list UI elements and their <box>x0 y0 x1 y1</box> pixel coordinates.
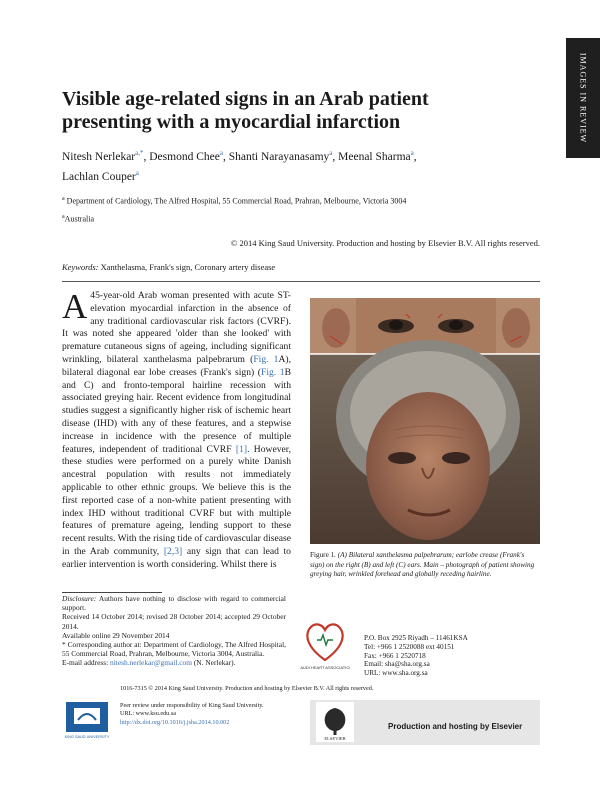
reference-link[interactable]: [1] <box>235 443 248 455</box>
footnotes: Disclosure: Authors have nothing to disclose with regard to commercial support. Received 14 October 2014; revised 28 October 2014; accepted 29 October 2014. Available online 29 November 2014 * Corresponding author at: Department of Cardiology, The Alfred Hospital, 55 Commercial Road, Prahran, Melbourne, Victoria 3004, Australia. E-mail address: nitesh.nerlekar@gmail.com (N. Nerlekar). <box>62 594 286 668</box>
publisher-text: Production and hosting by Elsevier <box>388 722 523 731</box>
figure-1-photo <box>310 298 540 544</box>
keywords <box>62 262 275 272</box>
section-tab-label: IMAGES IN REVIEW <box>578 52 588 144</box>
figure-link[interactable]: Fig. 1 <box>260 366 285 378</box>
author-affil-mark: a <box>329 149 333 157</box>
drop-cap: A <box>62 287 88 326</box>
keywords-label: Keywords: <box>62 262 99 272</box>
issn-line: 1016-7315 © 2014 King Saud University. Production and hosting by Elsevier B.V. All rights reserved. <box>120 685 374 692</box>
article-title: Visible age-related signs in an Arab patient presenting with a myocardial infarction <box>62 88 429 133</box>
ksu-logo <box>62 700 112 740</box>
copyright-line: © 2014 King Saud University. Production and hosting by Elsevier B.V. All rights reserved. <box>230 238 540 248</box>
author-name: Lachlan Couper <box>62 170 136 183</box>
elsevier-logo <box>316 702 354 742</box>
author-list: Nitesh Nerlekar$^{a,*}$, Desmond Chee$^a$, Shanti Narayanasamy$^a$, Meenal Sharma$^a$, Lachlan Couper$^a$ <box>62 149 417 183</box>
university-logo-icon <box>62 700 112 740</box>
reference-link[interactable]: [2,3] <box>163 545 183 557</box>
keywords-list: Xanthelasma, Frank's sign, Coronary artery disease <box>100 262 276 272</box>
ksu-logo-text: KING SAUD UNIVERSITY <box>64 735 110 739</box>
doi-link[interactable]: http://dx.doi.org/10.1016/j.jsha.2014.10.002 <box>120 718 230 726</box>
divider <box>62 281 540 282</box>
author-name: Shanti Narayanasamy <box>228 150 330 163</box>
bottom-info: Peer review under responsibility of King Saud University. URL: www.ksu.edu.sa http://dx.doi.org/10.1016/j.jsha.2014.10.002 <box>120 702 264 726</box>
elsevier-logo-text: ELSEVIER <box>324 736 346 741</box>
figure-caption: Figure 1. (A) Bilateral xanthelasma palpebrarum; earlobe crease (Frank's sign) on the right (B) and left (C) ears. Main – photograph of patient showing greying hair, wrinkled forehead and globally receding hairline. <box>310 551 535 578</box>
author-affil-mark: a <box>219 149 223 157</box>
heart-logo-icon <box>300 612 350 672</box>
author-affil-mark: a <box>410 149 414 157</box>
author-affil-mark: a,* <box>135 149 144 157</box>
affiliation-department: $^a$ Department of Cardiology, The Alfred Hospital, 55 Commercial Road, Prahran, Melbourne, Victoria 3004 <box>62 196 407 206</box>
footnote-divider <box>62 592 162 593</box>
affiliation-country: $^a$Australia <box>62 214 94 224</box>
patient-photo-illustration <box>310 298 540 544</box>
elsevier-tree-icon <box>316 702 354 742</box>
contact-block: P.O. Box 2925 Riyadh – 11461KSA Tel: +966 1 2520088 ext 40151 Fax: +966 1 2520718 Email: sha@sha.org.sa URL: www.sha.org.sa <box>364 634 468 678</box>
author-name: Nitesh Nerlekar <box>62 150 136 163</box>
author-affil-mark: a <box>135 168 139 177</box>
author-name: Meenal Sharma <box>338 150 411 163</box>
caption-label: Figure 1 <box>310 551 335 559</box>
sha-logo-text: SAUDI HEART ASSOCIATION <box>300 665 350 670</box>
figure-link[interactable]: Fig. 1 <box>253 353 279 365</box>
sha-logo <box>300 612 350 672</box>
body-text: A 45-year-old Arab woman presented with acute ST-elevation myocardial infarction in the absence of any traditional cardiovascular risk factors (CVRF). It was noted she appeared 'older than she looked' with premature cutaneous signs of ageing, including significant wrinkling, bilateral xanthelasma palpebrarum (Fig. 1A), bilateral diagonal ear lobe creases (Frank's sign) (Fig. 1B and C) and fronto-temporal hairline recession with associated greying hair. Recent evidence from longitudinal studies suggest a significantly higher risk of ischemic heart disease (IHD) with any of these features, and a stepwise increase in incidence with the presence of multiple features, independent of traditional CVRF [1]. However, these studies were performed on a purely white Danish ancestral population with results not immediately applicable to other ethnic groups. We believe this is the first reported case of a non-white patient presenting with index IHD without traditional CVRF but with multiple features of premature ageing, lending support to these recent results. With the rising tide of cardiovascular disease in the Arab community, [2,3] any sign that can lead to earlier intervention is worth considering. Whilst there is <box>62 287 291 570</box>
section-tab <box>566 38 600 158</box>
email-link[interactable]: nitesh.nerlekar@gmail.com <box>110 658 192 668</box>
author-name: Desmond Chee <box>149 150 220 163</box>
